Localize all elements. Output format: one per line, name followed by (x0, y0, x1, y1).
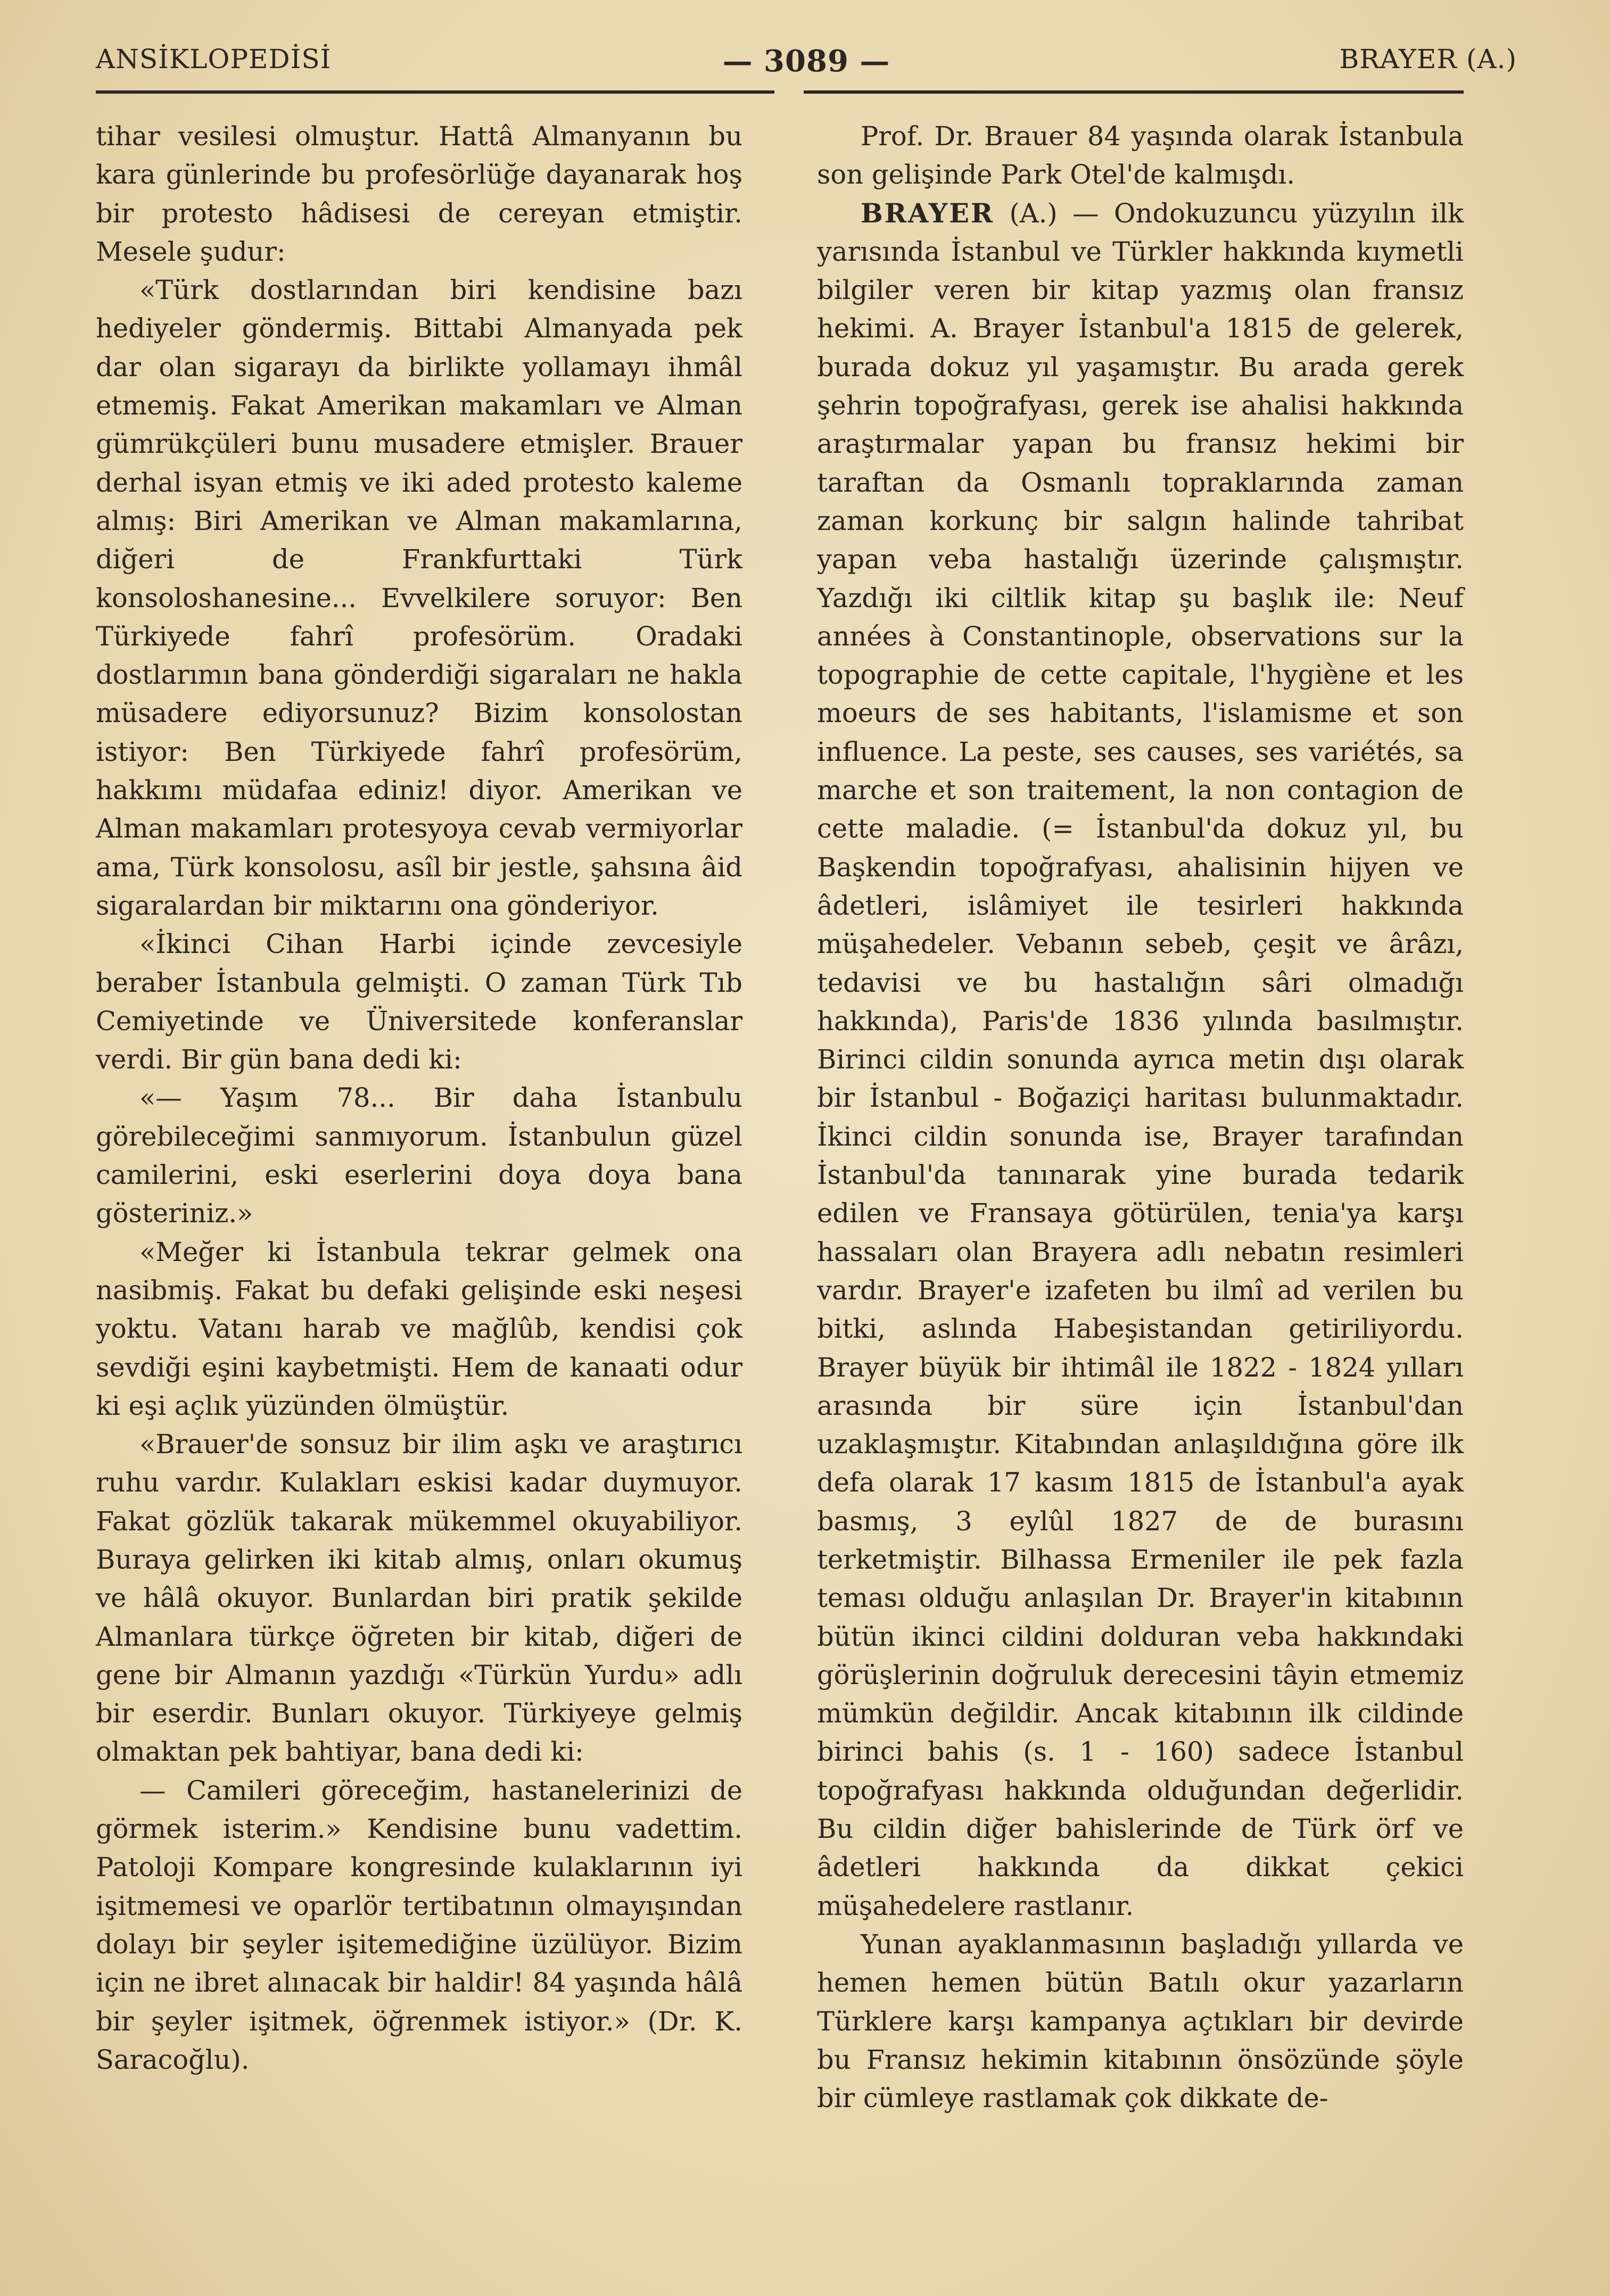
paragraph: «Brauer'de sonsuz bir ilim aşkı ve araştırıcı ruhu vardır. Kulakları eskisi kadar duymuyor. Fakat gözlük takarak mükemmel okuyabiliyor. Buraya gelirken iki kitab almış, onları okumuş ve hâlâ okuyor. Bunlardan biri pratik şekilde Almanlara türkçe öğreten bir kitab, diğeri de gene bir Almanın yazdığı «Türkün Yurdu» adlı bir eserdir. Bunları okuyor. Türkiyeye gelmiş olmaktan pek bahtiyar, bana dedi ki: (96, 1429, 742, 1768)
left-column (96, 117, 742, 2079)
header-title: ANSİKLOPEDİSİ (96, 44, 332, 74)
header-rule-right (804, 90, 1464, 94)
paragraph: «İkinci Cihan Harbi içinde zevcesiyle beraber İstanbula gelmişti. O zaman Türk Tıb Cemiyetinde ve Üniversitede konferanslar verdi. Bir gün bana dedi ki: (96, 929, 742, 1075)
paragraph: tihar vesilesi olmuştur. Hattâ Almanyanın bu kara günlerinde bu profesörlüğe dayanarak hoş bir protesto hâdisesi de cereyan etmiştir. Mesele şudur: (96, 121, 742, 267)
paragraph: «Türk dostlarından biri kendisine bazı hediyeler göndermiş. Bittabi Almanyada pek dar olan sigarayı da birlikte yollamayı ihmâl etmemiş. Fakat Amerikan makamları ve Alman gümrükçüleri bunu musadere etmişler. Brauer derhal isyan etmiş ve iki aded protesto kaleme almış: Biri Amerikan ve Alman makamlarına, diğeri de Frankfurttaki Türk konsoloshanesine... Evvelkilere soruyor: Ben Türkiyede fahrî profesörüm. Oradaki dostlarımın bana gönderdiği sigaraları ne hakla müsadere ediyorsunuz? Bizim konsolostan istiyor: Ben Türkiyede fahrî profesörüm, hakkımı müdafaa ediniz! diyor. Amerikan ve Alman makamları protesyoya cevab vermiyorlar ama, Türk konsolosu, asîl bir jestle, şahsına âid sigaralardan bir miktarını ona gönderiyor. (96, 275, 742, 921)
paragraph: «— Yaşım 78... Bir daha İstanbulu görebileceğimi sanmıyorum. İstanbulun güzel camilerini, eski eserlerini doya doya bana gösteriniz.» (96, 1082, 742, 1229)
header-entry: BRAYER (A.) (1339, 44, 1517, 74)
page-number: — 3089 — (722, 44, 890, 79)
paragraph: Yunan ayaklanmasının başladığı yıllarda ve hemen hemen bütün Batılı okur yazarların Türklere karşı kampanya açtıkları bir devirde bu Fransız hekimin kitabının önsözünde şöyle bir cümleye rastlamak çok dikkate de- (817, 1928, 1464, 2114)
right-column (817, 117, 1464, 2117)
paragraph: Prof. Dr. Brauer 84 yaşında olarak İstanbula son gelişinde Park Otel'de kalmışdı. (817, 121, 1464, 190)
header-rule-left (96, 90, 774, 94)
entry-headword: BRAYER (861, 197, 995, 229)
entry-text: (A.) — Ondokuzuncu yüzyılın ilk yarısında İstanbul ve Türkler hakkında kıymetli bilgiler veren bir kitap yazmış olan fransız hekimi. A. Brayer İstanbul'a 1815 de gelerek, burada dokuz yıl yaşamıştır. Bu arada gerek şehrin topoğrafyası, gerek ise ahalisi hakkında araştırmalar yapan bu fransız hekimi bir taraftan da Osmanlı topraklarında zaman zaman korkunç bir salgın halinde tahribat yapan veba hastalığı üzerinde çalışmıştır. Yazdığı iki ciltlik kitap şu başlık ile: Neuf années à Constantinople, observations sur la topographie de cette capitale, l'hygiène et les moeurs de ses habitants, l'islamisme et son influence. La peste, ses causes, ses variétés, sa marche et son traitement, la non contagion de cette maladie. (= İstanbul'da dokuz yıl, bu Başkendin topoğrafyası, ahalisinin hijyen ve âdetleri, islâmiyet ile tesirleri hakkında müşahedeler. Vebanın sebeb, çeşit ve ârâzı, tedavisi ve bu hastalığın sâri olmadığı hakkında), Paris'de 1836 yılında basılmıştır. Birinci cildin sonunda ayrıca metin dışı olarak bir İstanbul - Boğaziçi haritası bulunmaktadır. İkinci cildin sonunda ise, Brayer tarafından İstanbul'da tanınarak yine burada tedarik edilen ve Fransaya götürülen, tenia'ya karşı hassaları olan Brayera adlı nebatın resimleri vardır. Brayer'e izafeten bu ilmî ad verilen bu bitki, aslında Habeşistandan getiriliyordu. Brayer büyük bir ihtimâl ile 1822 - 1824 yılları arasında bir süre için İstanbul'dan uzaklaşmıştır. Kitabından anlaşıldığına göre ilk defa olarak 17 kasım 1815 de İstanbul'a ayak basmış, 3 eylûl 1827 de de burasını terketmiştir. Bilhassa Ermeniler ile pek fazla teması olduğu anlaşılan Dr. Brayer'in kitabının bütün ikinci cildini dolduran veba hakkındaki görüşlerinin doğruluk derecesini tâyin etmemiz mümkün değildir. Ancak kitabının ilk cildinde birinci bahis (s. 1 - 160) sadece İstanbul topoğrafyası hakkında olduğundan değerlidir. Bu cildin diğer bahislerinde de Türk örf ve âdetleri hakkında da dikkat çekici müşahedelere rastlanır. (817, 197, 1464, 1921)
paragraph: — Camileri göreceğim, hastanelerinizi de görmek isterim.» Kendisine bunu vadettim. Patoloji Kompare kongresinde kulaklarının iyi işitmemesi ve oparlör tertibatının olmayışından dolayı bir şeyler işitemediğine üzülüyor. Bizim için ne ibret alınacak bir haldir! 84 yaşında hâlâ bir şeyler işitmek, öğrenmek istiyor.» (Dr. K. Saracoğlu). (96, 1775, 742, 2075)
running-header (96, 44, 1517, 92)
entry-paragraph (817, 194, 1464, 1925)
paragraph: «Meğer ki İstanbula tekrar gelmek ona nasibmiş. Fakat bu defaki gelişinde eski neşesi yoktu. Vatanı harab ve mağlûb, kendisi çok sevdiği eşini kaybetmişti. Hem de kanaati odur ki eşi açlık yüzünden ölmüştür. (96, 1236, 742, 1421)
